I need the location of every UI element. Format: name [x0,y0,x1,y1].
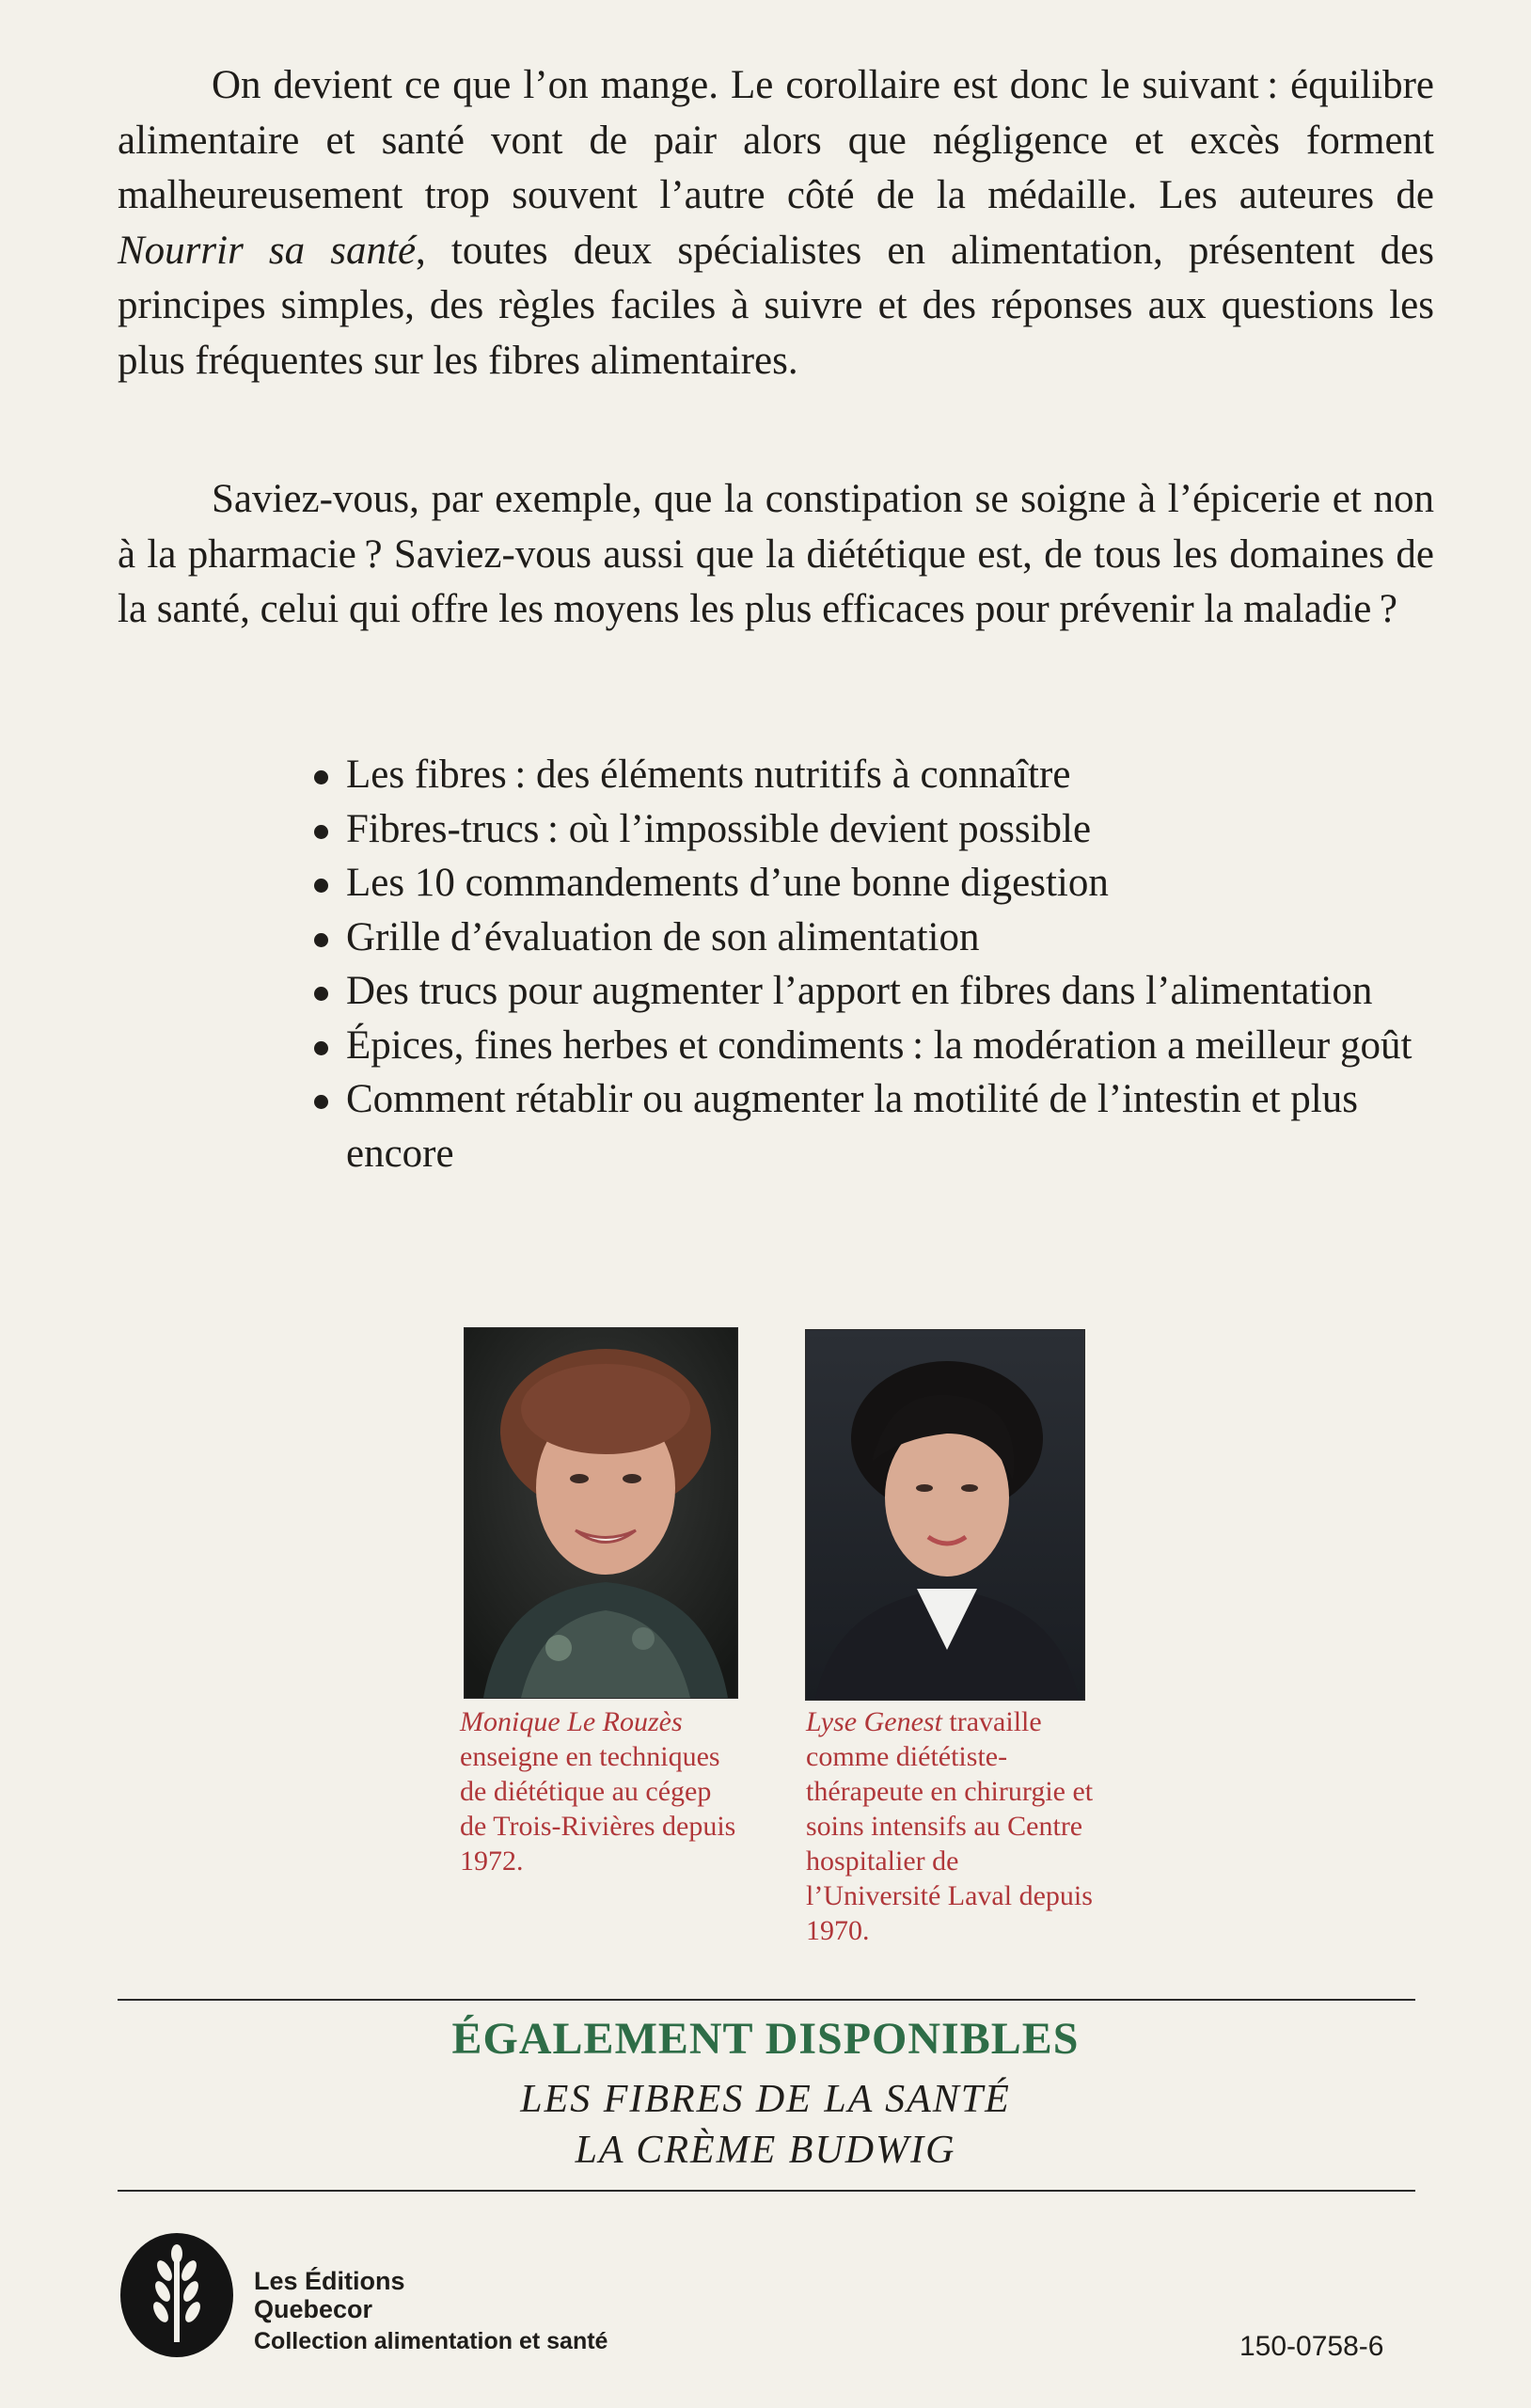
publisher-name-line2: Quebecor [254,2295,373,2323]
author-photo-monique [465,1328,737,1698]
collection-name: Collection alimentation et santé [254,2328,608,2354]
publisher-name-line1: Les Éditions [254,2267,405,2295]
book-title: Nourrir sa santé [118,228,417,273]
wheat-logo-icon [118,2229,236,2361]
intro-text-start: On devient ce que l’on mange. Le corollaire est donc le suivant : équilibre alimentaire et santé vont de pair alors que négligence et excès forment malheureusement trop souvent l’autre côté de la médaille. Les auteures de [118,63,1434,217]
also-available-title: LA CRÈME BUDWIG [575,2129,956,2172]
isbn-number: 150-0758-6 [1239,2331,1384,2362]
author-name: Monique Le Rouzès [460,1706,683,1737]
author-bio-text: enseigne en techniques de diététique au cégep de Trois-Rivières depuis 1972. [460,1741,736,1877]
question-paragraph [118,472,1434,638]
intro-paragraph [118,58,1434,388]
divider-line [118,2190,1415,2192]
author-name: Lyse Genest [806,1706,942,1737]
author-photo-lyse [806,1330,1084,1700]
feature-item: Fibres-trucs : où l’impossible devient possible [310,802,1448,857]
also-available-heading: ÉGALEMENT DISPONIBLES [451,2014,1080,2064]
feature-item: Grille d’évaluation de son alimentation [310,911,1448,965]
feature-item: Épices, fines herbes et condiments : la modération a meilleur goût [310,1019,1448,1073]
feature-item: Des trucs pour augmenter l’apport en fibres dans l’alimentation [310,964,1448,1019]
feature-item: Les 10 commandements d’une bonne digestion [310,856,1448,911]
question-text: Saviez-vous, par exemple, que la constipation se soigne à l’épicerie et non à la pharmacie ? Saviez-vous aussi que la diététique est, de tous les domaines de la santé, celui qui offre les moyens les plus efficaces pour prévenir la maladie ? [118,477,1434,631]
intro-text-end: , toutes deux spécialistes en alimentation, présentent des principes simples, des règles faciles à suivre et des réponses aux questions les plus fréquentes sur les fibres alimentaires. [118,228,1434,383]
author-bio-monique [460,1704,742,1878]
feature-item: Les fibres : des éléments nutritifs à connaître [310,748,1448,802]
feature-item: Comment rétablir ou augmenter la motilité de l’intestin et plus encore [310,1072,1448,1180]
divider-line [118,1999,1415,2001]
author-bio-text: travaille comme diététiste-thérapeute en chirurgie et soins intensifs au Centre hospitalier de l’Université Laval depuis 1970. [806,1706,1094,1946]
also-available-title: LES FIBRES DE LA SANTÉ [520,2078,1011,2121]
author-bio-lyse [806,1704,1094,1948]
feature-list [310,748,1448,1180]
